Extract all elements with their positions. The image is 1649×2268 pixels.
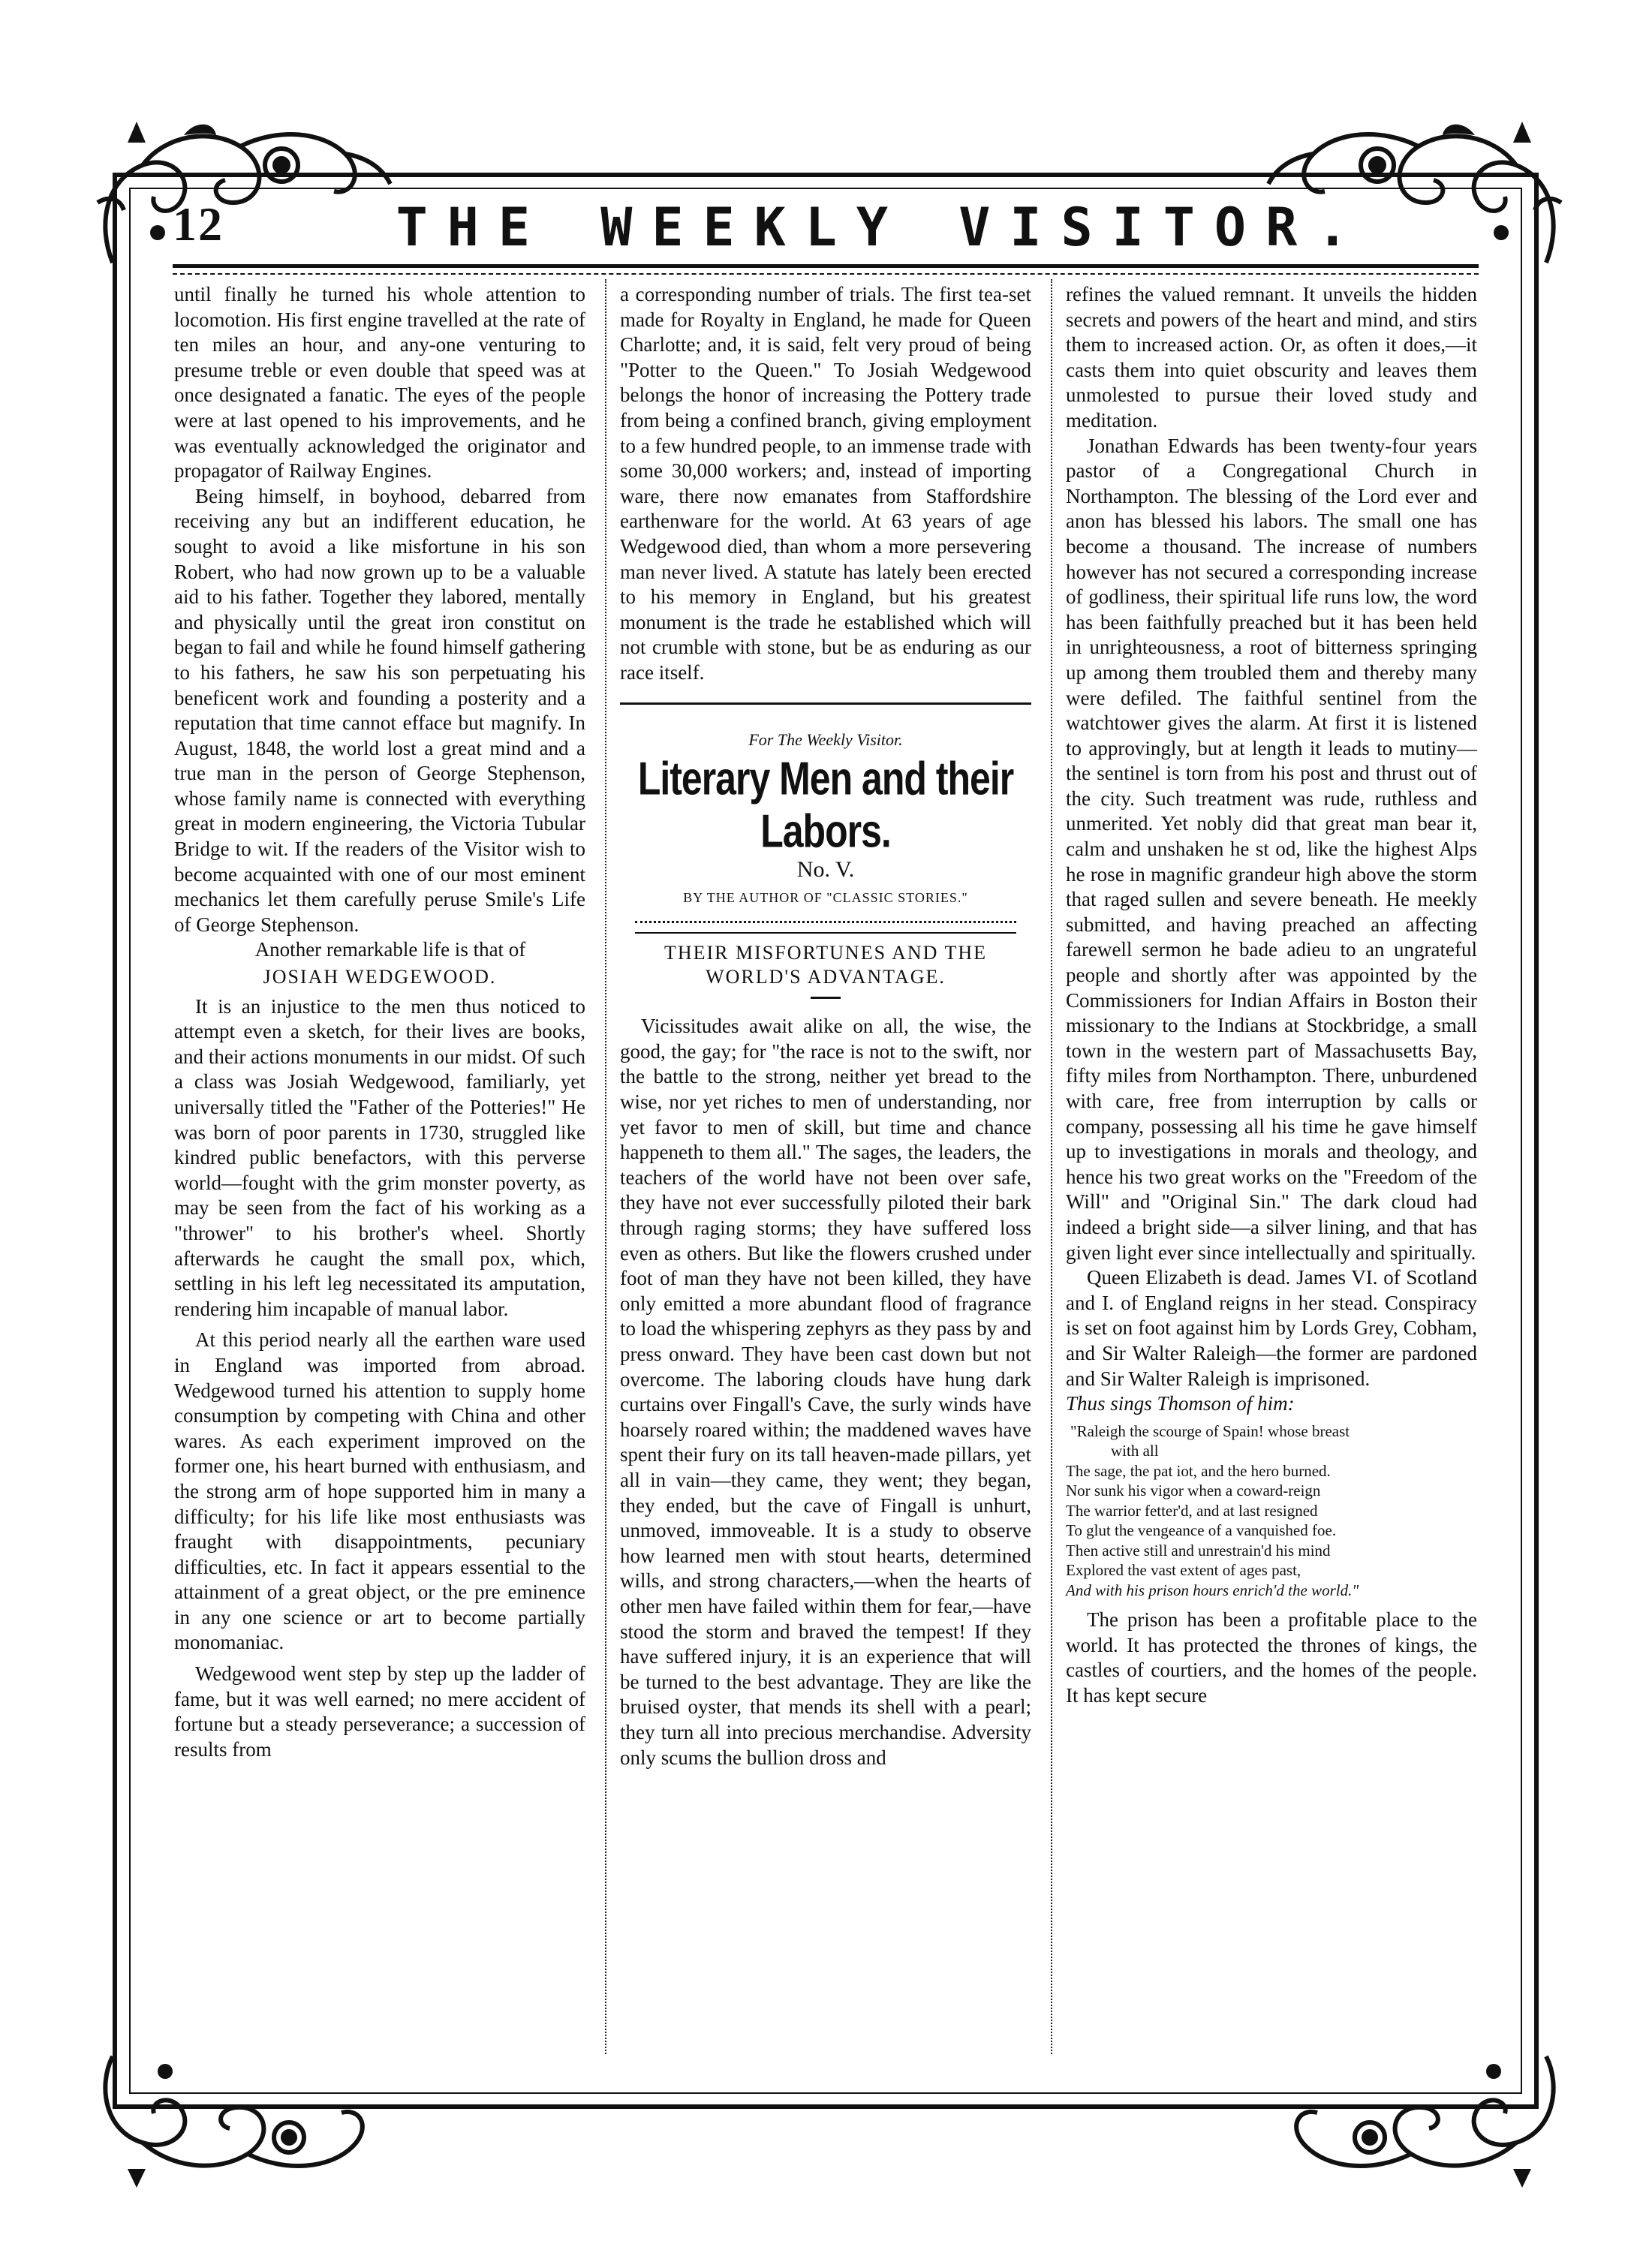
article-title: Literary Men and their Labors.	[637, 752, 1014, 858]
article-author: BY THE AUTHOR OF "CLASSIC STORIES."	[683, 889, 968, 905]
stephenson-paragraph-2: Being himself, in boyhood, debarred from receiving any but an indifferent education, he sought to avoid a like misfortune in his son Robert, who had now grown up to be a valuable aid to his father. Together they labored, mentally and physically until the great iron constitut on began to fail and while he found himself gathering to his fathers, he saw his son perpetuating his beneficent work and founding a posterity and a reputation that time cannot efface but magnify. In August, 1848, the world lost a great mind and a true man in the person of George Stephenson, whose family name is connected with everything great in modern engineering, the Victoria Tubular Bridge to wit. If the readers of the Visitor wish to become acquainted with one of our most eminent mechanics let them carefully peruse Smile's Life of George Stephenson.	[174, 484, 585, 936]
newspaper-title: THE WEEKLY VISITOR.	[396, 197, 1368, 258]
column-3	[1066, 282, 1477, 1709]
poem-line: To glut the vengeance of a vanquished foe.	[1066, 1521, 1337, 1540]
poem-line: "Raleigh the scourge of Spain! whose breast	[1070, 1421, 1350, 1440]
poem-line: with all	[1111, 1442, 1159, 1460]
article-subtitle: THEIR MISFORTUNES AND THE WORLD'S ADVANTAGE.	[664, 942, 988, 988]
bottom-left-scroll-ornament	[83, 2041, 398, 2191]
column-divider	[605, 279, 606, 2054]
decorative-rule	[635, 921, 1016, 934]
column-2	[620, 282, 1031, 1770]
bottom-right-scroll-ornament	[1261, 2041, 1576, 2191]
poem-line: The warrior fetter'd, and at last resigned	[1066, 1501, 1318, 1520]
column-divider	[1051, 279, 1052, 2054]
poem-line: And with his prison hours enrich'd the world."	[1066, 1581, 1359, 1599]
wedgewood-paragraph-1: It is an injustice to the men thus noticed to attempt even a sketch, for their lives are books, and their actions monuments in our midst. Of such a class was Josiah Wedgewood, familiarly, yet universally titled the "Father of the Potteries!" He was born of poor parents in 1730, struggled like kindred public benefactors, with this perverse world—fought with the grim monster poverty, as may be seen from the fact of his working as a "thrower" to his brother's wheel. Shortly afterwards he caught the small pox, which, settling in his left leg necessitated its amputation, rendering him incapable of manual labor.	[174, 994, 585, 1320]
poem-line: Then active still and unrestrain'd his mind	[1066, 1541, 1331, 1560]
masthead-rule	[173, 264, 1479, 268]
article-paragraph-1: Vicissitudes await alike on all, the wise, the good, the gay; for "the race is not to the swift, nor the battle to the strong, neither yet bread to the wise, nor yet riches to men of understanding, nor yet favor to men of skill, but time and chance happeneth to them all." The sages, the leaders, the teachers of the world have not been over safe, they have not ever successfully piloted their bark through raging storms; they have suffered loss even as others. But like the flowers crushed under foot of man they have not been killed, they have only emitted a more abundant flood of fragrance to load the whispering zephyrs as they pass by and press onward. They have been cast down but not overcome. The laboring clouds have hung dark curtains over Fingall's Cave, the surly winds have hoarsely roared within; the maddened waves have spent their fury on its tall heaven-made pillars, yet all in vain—they came, they went; they began, they ended, but the cave of Fingall is unhurt, unmoved, immoveable. It is a study to observe how learned men with stout hearts, determined wills, and strong characters,—when the hearts of other men have failed within them for fear,—have stood the storm and braved the tempest! If they have suffered injury, it is an experience that will be turned to the best advantage. They are like the bruised oyster, that mends its shell with a pearl; they turn all into precious merchandise. Adversity only scums the bullion dross and	[620, 1015, 1031, 1769]
stephenson-paragraph-1: until finally he turned his whole attention to locomotion. His first engine travelled at the rate of ten miles an hour, and any-one venturing to presume treble or even double that speed was at once designated a fanatic. The eyes of the people were at last opened to his improvements, and he was eventually acknowledged the originator and propagator of Railway Engines.	[174, 283, 585, 483]
page-number: 12	[173, 197, 224, 251]
wedgewood-paragraph-2: At this period nearly all the earthen ware used in England was imported from abroad. Wedgewood turned his attention to supply home consumption by competing with China and other wares. As each experiment improved on the former one, his heart burned with enthusiasm, and the strong arm of hope supported him in many a difficulty; for his life like most enthusiasts was fraught with disappointments, pecuniary difficulties, etc. In fact it appears essential to the attainment of a great object, or the pre eminence in any one science or art to become partially monomaniac.	[174, 1328, 585, 1654]
column-1	[174, 282, 585, 1762]
poem-line: Explored the vast extent of ages past,	[1066, 1561, 1301, 1580]
article-paragraph-2: refines the valued remnant. It unveils the hidden secrets and powers of the heart and mind, and stirs them to increased action. Or, as often it does,—it casts them into quiet obscurity and leaves them unmolested to pursue their loved study and meditation.	[1066, 283, 1477, 432]
transition-line: Another remarkable life is that of	[254, 938, 526, 961]
byline: For The Weekly Visitor.	[748, 729, 903, 749]
thomson-poem	[1066, 1421, 1477, 1601]
edwards-paragraph: Jonathan Edwards has been twenty-four years pastor of a Congregational Church in Northampton. The blessing of the Lord ever and anon has blessed his labors. The small one has become a thousand. The increase of numbers however has not secured a corresponding increase of godliness, their spiritual life runs low, the word has been faithfully preached but it has been held in unrighteousness, a root of bitterness springing up among them troubled them and thereby many were defiled. The faithful sentinel from the watchtower gives the alarm. At first it is listened to approvingly, but at length it leads to mutiny—the sentinel is torn from his post and thrust out of the city. Such treatment was rude, ruthless and unmerited. Yet nobly did that great man bear it, calm and unshaken he st od, like the highest Alps he rose in magnific grandeur high above the storm that raged sullen and severe beneath. He meekly submitted, and having preached an affecting farewell sermon he bade adieu to an ungrateful people and shortly after was appointed by the Commissioners for Indian Affairs in Boston their missionary to the Indians at Stockbridge, a small town in the western part of Massachusetts Bay, fifty miles from Northampton. There, unburdened with care, free from interruption by calls or company, possessing all his time he gave himself up to investigations in morals and theology, and hence his two great works on the "Freedom of the Will" and "Original Sin." The dark cloud had indeed a bright side—a silver lining, and that has given light ever since intellectually and spiritually.	[1066, 434, 1477, 1264]
masthead	[173, 197, 1479, 264]
poem-line: Nor sunk his vigor when a coward-reign	[1066, 1481, 1321, 1500]
wedgewood-paragraph-3: Wedgewood went step by step up the ladder of fame, but it was well earned; no mere accident of fortune but a steady perseverance; a succession of results from	[174, 1662, 585, 1761]
masthead-dashed-rule	[173, 273, 1479, 275]
wedgewood-paragraph-4: a corresponding number of trials. The first tea-set made for Royalty in England, he made for Queen Charlotte; and, it is said, felt very proud of being "Potter to the Queen." To Josiah Wedgewood belongs the honor of increasing the Pottery trade from being a confined branch, giving employment to a few hundred people, to an immense trade with some 30,000 workers; and, instead of importing ware, there now emanates from Staffordshire earthenware for the world. At 63 years of age Wedgewood died, than whom a more persevering man never lived. A statute has lately been erected to his memory in England, but his greatest monument is the trade he established which will not crumble with stone, but be as enduring as our race itself.	[620, 283, 1031, 684]
poem-intro: Thus sings Thomson of him:	[1066, 1392, 1295, 1415]
article-separator	[620, 702, 1031, 705]
section-heading: JOSIAH WEDGEWOOD.	[263, 966, 497, 988]
prison-paragraph: The prison has been a profitable place to the world. It has protected the thrones of kings, the castles of courtiers, and the homes of the people. It has kept secure	[1066, 1608, 1477, 1707]
short-rule	[811, 997, 841, 999]
article-number: No. V.	[796, 857, 855, 883]
raleigh-paragraph: Queen Elizabeth is dead. James VI. of Scotland and I. of England reigns in her stead. Conspiracy is set on foot against him by Lords Grey, Cobham, and Sir Walter Raleigh—the former are pardoned and Sir Walter Raleigh is imprisoned.	[1066, 1266, 1477, 1390]
poem-line: The sage, the pat iot, and the hero burned.	[1066, 1461, 1331, 1480]
